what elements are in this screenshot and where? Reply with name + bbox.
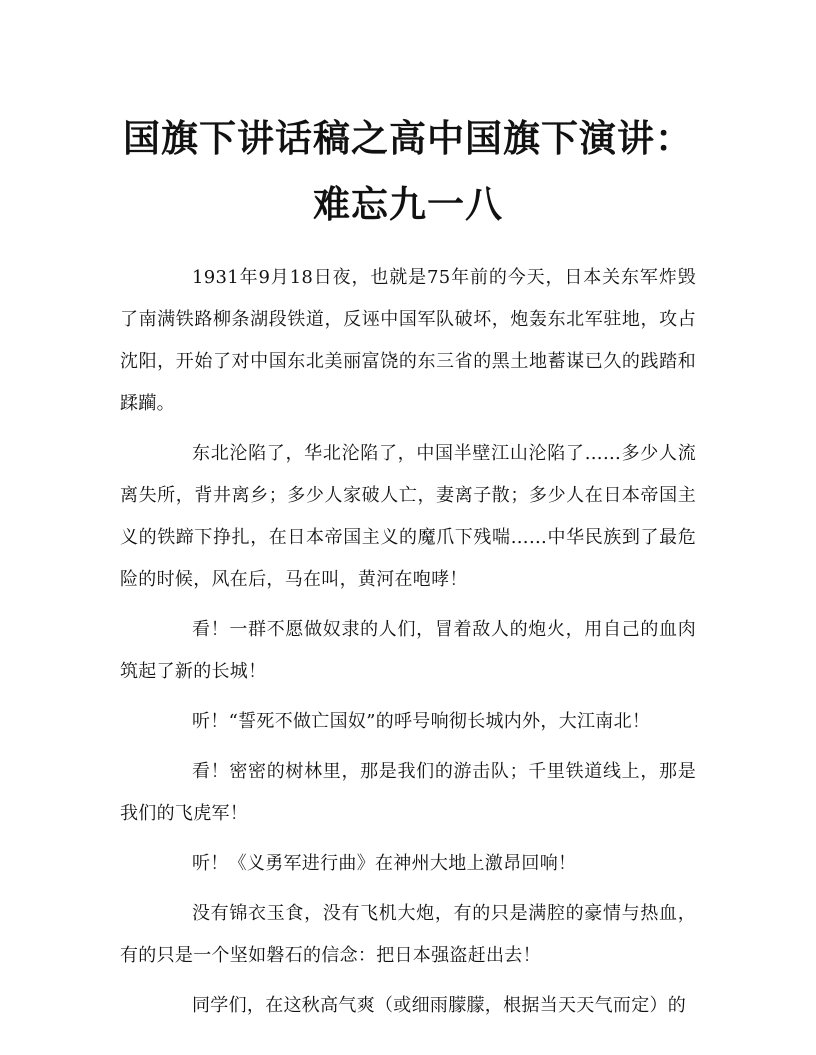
document-body <box>120 257 696 1035</box>
paragraph: 听！《义勇军进行曲》在神州大地上激昂回响！ <box>192 853 577 874</box>
paragraph: 东北沦陷了，华北沦陷了，中国半壁江山沦陷了……多少人流离失所，背井离乡；多少人家破人亡，妻离子散；多少人在日本帝国主义的铁蹄下挣扎，在日本帝国主义的魔爪下残喘……中华民族到了最危险的时候，风在后，马在叫，黄河在咆哮！ <box>120 443 696 590</box>
paragraph: 看！密密的树林里，那是我们的游击队；千里铁道线上，那是我们的飞虎军！ <box>120 761 696 824</box>
page-title: 国旗下讲话稿之高中国旗下演讲：难忘九一八 <box>123 116 693 226</box>
paragraph: 看！一群不愿做奴隶的人们，冒着敌人的炮火，用自己的血肉筑起了新的长城！ <box>120 619 696 682</box>
paragraph: 同学们，在这秋高气爽（或细雨朦朦，根据当天天气而定）的 <box>192 995 687 1016</box>
paragraph: 听！“誓死不做亡国奴”的呼号响彻长城内外，大江南北！ <box>192 711 651 732</box>
paragraph: 1931年9月18日夜，也就是75年前的今天，日本关东军炸毁了南满铁路柳条湖段铁道，反诬中国军队破坏，炮轰东北军驻地，攻占沈阳，开始了对中国东北美丽富饶的东三省的黑土地蓄谋已久的践踏和蹂躏。 <box>120 267 696 414</box>
paragraph: 没有锦衣玉食，没有飞机大炮，有的只是满腔的豪情与热血，有的只是一个坚如磐石的信念：把日本强盗赶出去！ <box>120 903 696 966</box>
